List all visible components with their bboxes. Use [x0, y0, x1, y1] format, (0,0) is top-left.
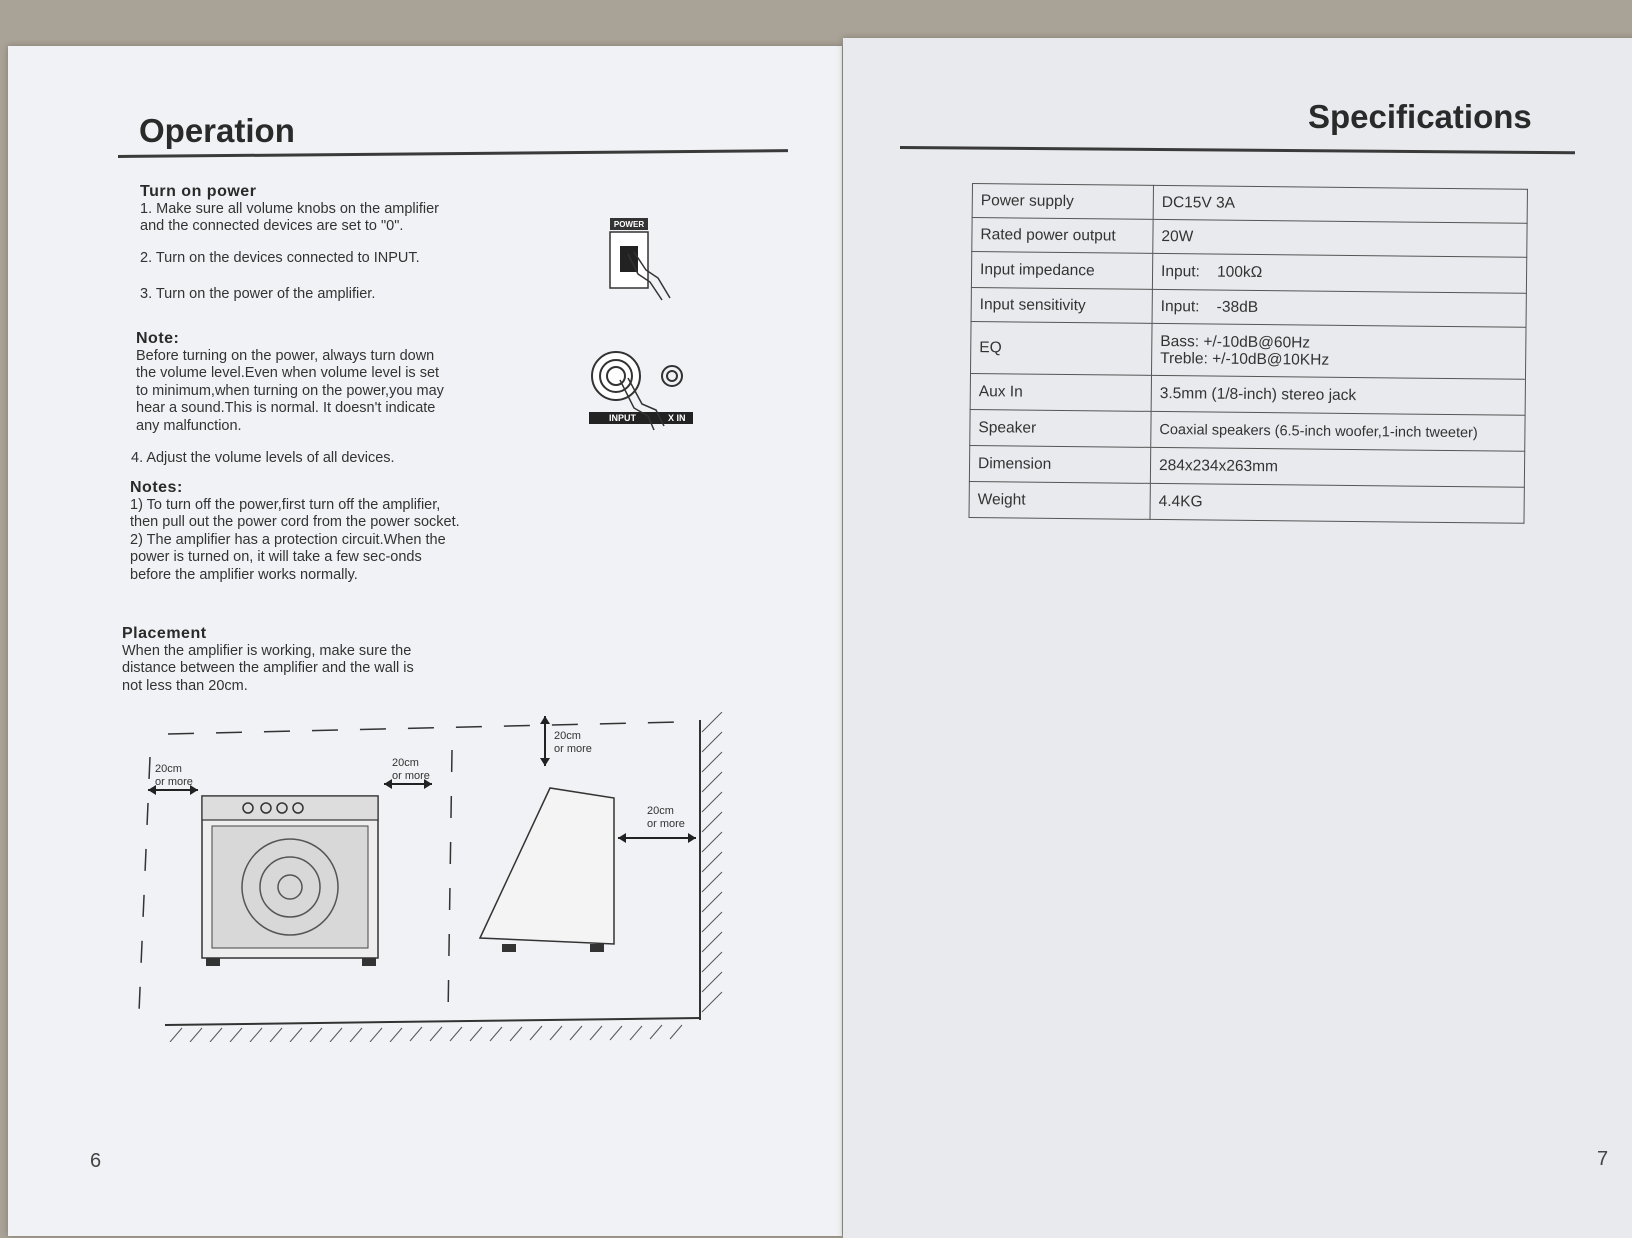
step2: 2. Turn on the devices connected to INPUT.	[140, 249, 420, 266]
notes-line: before the amplifier works normally.	[130, 566, 358, 583]
spec-value: 4.4KG	[1150, 483, 1524, 523]
input-knob-illustration	[584, 350, 704, 450]
note-line: hear a sound.This is normal. It doesn't indicate	[136, 400, 436, 416]
spec-value-cell	[1151, 323, 1526, 379]
placement-line: not less than 20cm.	[122, 677, 248, 694]
placement-line: When the amplifier is working, make sure the	[122, 642, 412, 659]
dist-label-left: 20cm	[155, 763, 182, 775]
spec-row	[971, 287, 1526, 327]
spec-label: Input impedance	[971, 252, 1152, 290]
spec-label: Power supply	[972, 184, 1153, 220]
spec-row	[972, 218, 1527, 258]
dist-label-mid: 20cm	[392, 757, 419, 769]
spec-label: Dimension	[969, 445, 1150, 483]
spec-value: 20W	[1153, 219, 1527, 257]
dist-label-wall: 20cm	[647, 805, 674, 817]
input-label: INPUT	[609, 413, 636, 423]
spec-value: 3.5mm (1/8-inch) stereo jack	[1151, 375, 1525, 415]
placement-line: distance between the amplifier and the wall is	[122, 660, 414, 676]
page-number-right: 7	[1597, 1148, 1609, 1170]
dist-label-wall-qual: or more	[647, 818, 685, 830]
spec-value: Input: 100kΩ	[1152, 253, 1526, 293]
amplifier-side	[480, 788, 614, 944]
note-line: the volume level.Even when volume level is set	[136, 365, 440, 381]
turn-on-section	[140, 183, 439, 304]
notes-heading: Notes:	[130, 479, 183, 496]
step3: 3. Turn on the power of the amplifier.	[140, 286, 376, 302]
spec-value-2: Treble: +/-10dB@10KHz	[1160, 349, 1330, 369]
spec-label: Weight	[969, 481, 1150, 519]
spec-row	[972, 184, 1527, 224]
turn-on-heading: Turn on power	[140, 183, 257, 200]
spec-value: Input: -38dB	[1152, 289, 1526, 327]
specifications-title: Specifications	[1308, 98, 1532, 135]
spec-label: EQ	[971, 321, 1153, 375]
page-number-left: 6	[90, 1150, 102, 1172]
spec-row	[970, 409, 1525, 451]
spec-label: Input sensitivity	[971, 287, 1152, 323]
note-line: to minimum,when turning on the power,you may	[136, 382, 444, 399]
note-line: any malfunction.	[136, 417, 242, 434]
dist-label-top: 20cm	[554, 730, 581, 742]
aux-jack-icon	[662, 366, 682, 386]
note-section	[136, 330, 444, 435]
step4: 4. Adjust the volume levels of all devices.	[131, 450, 395, 466]
spec-value: Bass: +/-10dB@60Hz	[1160, 332, 1311, 352]
spec-label: Rated power output	[972, 218, 1153, 254]
notes-section	[130, 479, 460, 584]
placement-heading: Placement	[122, 625, 207, 642]
spec-row	[969, 445, 1524, 487]
step1-line1: 1. Make sure all volume knobs on the amplifier	[140, 200, 440, 217]
step1-line2: and the connected devices are set to "0".	[140, 218, 404, 234]
spec-row	[971, 252, 1526, 294]
spec-value: 284x234x263mm	[1150, 447, 1524, 487]
notes-line: 1) To turn off the power,first turn off the amplifier,	[130, 496, 441, 513]
power-label: POWER	[613, 220, 645, 229]
spec-label: Speaker	[970, 409, 1151, 447]
specifications-table	[968, 183, 1527, 524]
notes-line: 2) The amplifier has a protection circuit.When the	[130, 531, 446, 548]
spec-value: Coaxial speakers (6.5-inch woofer,1-inch tweeter)	[1151, 411, 1525, 451]
dist-label-top-qual: or more	[554, 743, 592, 755]
aux-in-label: X IN	[668, 413, 686, 423]
spec-value: DC15V 3A	[1153, 185, 1527, 223]
note-line: Before turning on the power, always turn down	[136, 347, 435, 364]
power-switch-illustration	[600, 212, 700, 312]
note-heading: Note:	[136, 330, 180, 347]
spec-label: Aux In	[970, 373, 1151, 411]
operation-title: Operation	[139, 112, 295, 149]
notes-line: power is turned on, it will take a few sec-onds	[130, 549, 422, 565]
notes-line: then pull out the power cord from the power socket.	[130, 514, 460, 530]
spec-row	[971, 321, 1527, 379]
dist-label-left-qual: or more	[155, 776, 193, 788]
dist-label-mid-qual: or more	[392, 770, 430, 782]
placement-section	[122, 625, 414, 695]
placement-diagram	[130, 712, 730, 1042]
spec-row	[969, 481, 1524, 523]
spec-row	[970, 373, 1525, 415]
